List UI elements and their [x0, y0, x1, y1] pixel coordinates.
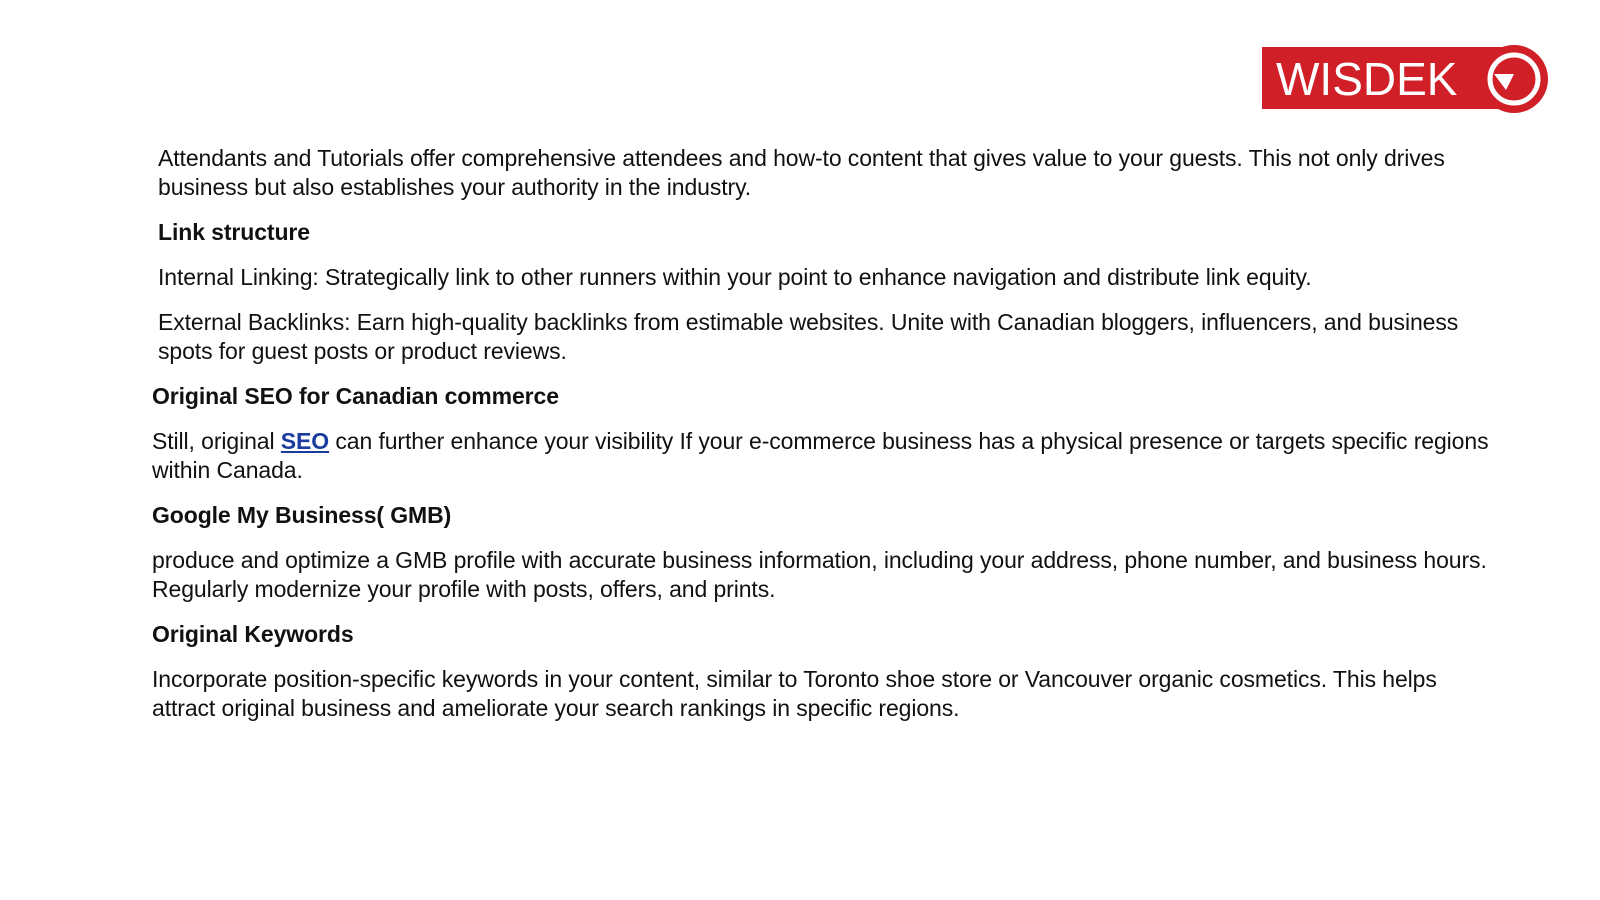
document-body: [152, 144, 1492, 739]
gmb-heading: Google My Business( GMB): [152, 502, 452, 528]
logo-circle-arrow-icon: [1480, 45, 1548, 113]
original-keywords-heading: Original Keywords: [152, 621, 354, 647]
original-seo-text-after: can further enhance your visibility If your e-commerce business has a physical presence or targets specific regions within Canada.: [152, 428, 1489, 483]
original-seo-text-before: Still, original: [152, 428, 281, 454]
wisdek-logo: [1262, 44, 1552, 116]
original-seo-heading: Original SEO for Canadian commerce: [152, 383, 559, 409]
original-keywords-paragraph: Incorporate position-specific keywords in your content, similar to Toronto shoe store or Vancouver organic cosmetics. This helps attract original business and ameliorate your search rankings in specific regions.: [152, 666, 1437, 721]
external-backlinks-paragraph: External Backlinks: Earn high-quality backlinks from estimable websites. Unite with Canadian bloggers, influencers, and business spots for guest posts or product reviews.: [158, 309, 1459, 364]
internal-linking-paragraph: Internal Linking: Strategically link to other runners within your point to enhance navigation and distribute link equity.: [158, 264, 1312, 290]
gmb-paragraph: produce and optimize a GMB profile with accurate business information, including your address, phone number, and business hours. Regularly modernize your profile with posts, offers, and prints.: [152, 547, 1487, 602]
seo-link[interactable]: SEO: [280, 428, 330, 454]
original-seo-paragraph: [152, 427, 1492, 485]
intro-paragraph: Attendants and Tutorials offer comprehensive attendees and how-to content that gives value to your guests. This not only drives business but also establishes your authority in the industry.: [158, 145, 1445, 200]
link-structure-heading: Link structure: [158, 219, 310, 245]
logo-text: WISDEK: [1276, 53, 1458, 105]
